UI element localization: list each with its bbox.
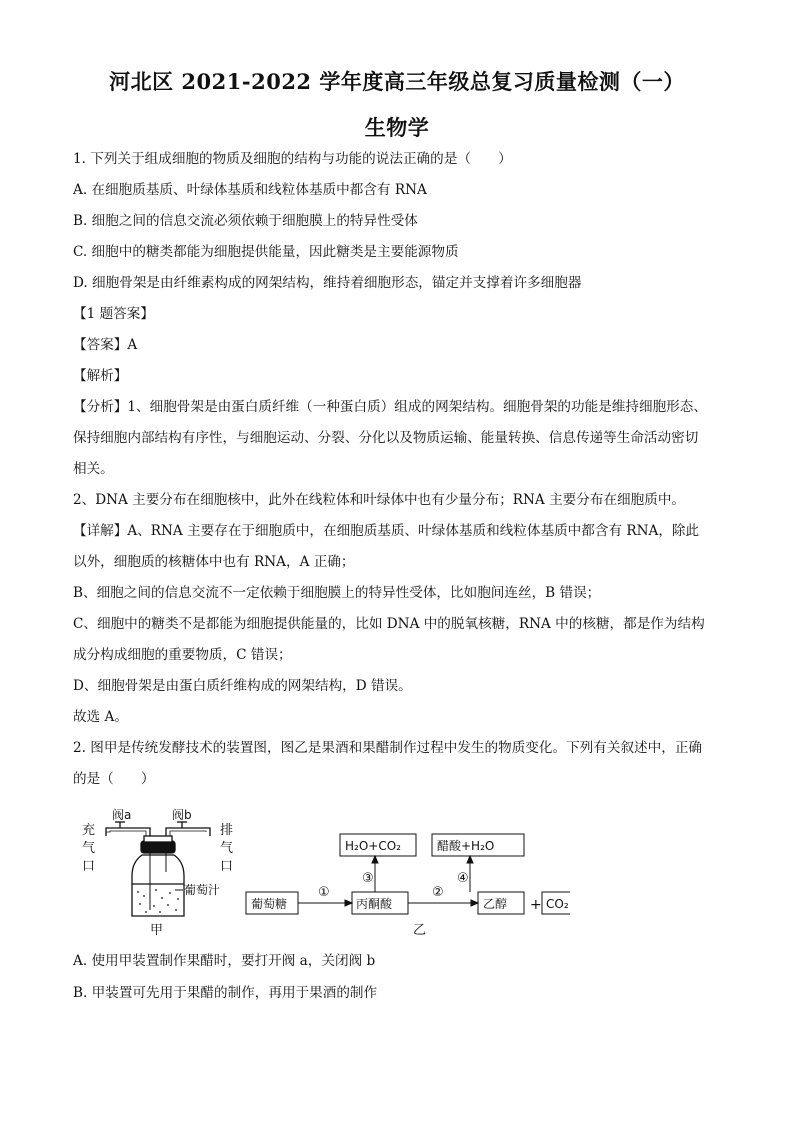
question-2-stem-cont: 的是（ ） — [73, 771, 155, 787]
option-1b: B. 细胞之间的信息交流必须依赖于细胞膜上的特异性受体 — [73, 213, 418, 229]
choice-conclusion: 故选 A。 — [73, 709, 128, 725]
inlet-char-1: 充 — [82, 823, 96, 838]
option-2a: A. 使用甲装置制作果醋时，要打开阀 a，关闭阀 b — [73, 953, 376, 969]
option-1d: D. 细胞骨架是由纤维素构成的网架结构，维持着细胞形态，锚定并支撑着许多细胞器 — [73, 275, 582, 291]
option-1c: C. 细胞中的糖类都能为细胞提供能量，因此糖类是主要能源物质 — [73, 244, 459, 260]
plus-sign: + — [530, 897, 542, 913]
apparatus-jia — [106, 807, 210, 916]
step-3-marker: ③ — [362, 871, 374, 886]
ethanol-label: 乙醇 — [483, 897, 508, 911]
juice-dots — [137, 889, 179, 913]
bottle-stopper — [141, 841, 175, 853]
outlet-char-1: 排 — [220, 823, 234, 838]
detail-line: 以外，细胞质的核糖体中也有 RNA，A 正确； — [73, 554, 355, 570]
analysis-line: 2、DNA 主要分布在细胞核中，此外在线粒体和叶绿体中也有少量分布；RNA 主要分布在细胞质中。 — [73, 492, 686, 508]
detail-line: 【详解】A、RNA 主要存在于细胞质中，在细胞质基质、叶绿体基质和线粒体基质中都含有 RNA，除此 — [73, 523, 700, 539]
answer-value: 【答案】A — [73, 337, 138, 353]
option-1a: A. 在细胞质基质、叶绿体基质和线粒体基质中都含有 RNA — [73, 182, 427, 198]
step-4-marker: ④ — [457, 871, 469, 886]
pyruvate-label: 丙酮酸 — [356, 897, 393, 911]
detail-line: 成分构成细胞的重要物质，C 错误； — [73, 647, 292, 663]
subject-title: 生物学 — [364, 115, 430, 140]
outlet-char-2: 气 — [220, 841, 234, 856]
co2-label: CO₂ — [546, 897, 569, 911]
answer-heading: 【1 题答案】 — [73, 306, 154, 322]
glucose-label: 葡萄糖 — [251, 897, 288, 911]
inlet-char-2: 气 — [82, 841, 96, 856]
grape-juice-label: 葡萄汁 — [184, 883, 221, 897]
detail-line: C、细胞中的糖类不是都能为细胞提供能量的，比如 DNA 中的脱氧核糖，RNA 中的核糖，都是作为结构 — [73, 616, 705, 632]
exam-title: 河北区 2021-2022 学年度高三年级总复习质量检测（一） — [109, 69, 685, 94]
analysis-heading: 【解析】 — [73, 368, 128, 384]
detail-line: D、细胞骨架是由蛋白质纤维构成的网架结构，D 错误。 — [73, 678, 412, 694]
valve-b-label: 阀b — [172, 808, 192, 822]
fermentation-bottle — [132, 855, 184, 916]
inlet-char-3: 口 — [82, 859, 96, 874]
analysis-line: 保持细胞内部结构有序性，与细胞运动、分裂、分化以及物质运输、能量转换、信息传递等生命活动密切 — [73, 430, 699, 446]
h2o-co2-label: H₂O+CO₂ — [345, 839, 401, 853]
valve-a-label: 阀a — [112, 808, 132, 822]
outlet-char-3: 口 — [220, 859, 234, 874]
detail-line: B、细胞之间的信息交流不一定依赖于细胞膜上的特异性受体，比如胞间连丝，B 错误； — [73, 585, 601, 601]
acetic-acid-label: 醋酸+H₂O — [437, 839, 495, 853]
option-2b: B. 甲装置可先用于果醋的制作，再用于果酒的制作 — [73, 985, 378, 1001]
step-1-marker: ① — [318, 885, 330, 900]
step-2-marker: ② — [432, 885, 444, 900]
figure-jia-caption: 甲 — [150, 923, 164, 938]
fermentation-figure — [70, 800, 570, 945]
figure-yi-caption: 乙 — [413, 923, 427, 938]
analysis-line: 【分析】1、细胞骨架是由蛋白质纤维（一种蛋白质）组成的网架结构。细胞骨架的功能是维持细胞形态、 — [73, 399, 707, 415]
pathway-yi — [246, 834, 570, 914]
analysis-line: 相关。 — [73, 461, 114, 477]
question-2-stem: 2. 图甲是传统发酵技术的装置图，图乙是果酒和果醋制作过程中发生的物质变化。下列有关叙述中，正确 — [73, 740, 703, 756]
question-1-stem: 1. 下列关于组成细胞的物质及细胞的结构与功能的说法正确的是（ ） — [73, 151, 512, 167]
